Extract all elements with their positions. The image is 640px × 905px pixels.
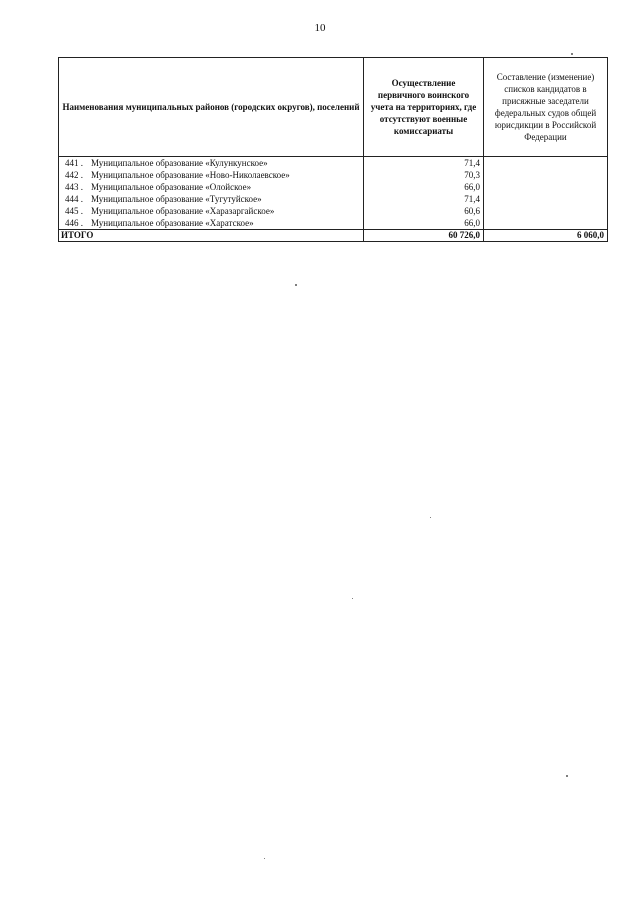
scan-speck [566,775,568,777]
table-row [59,205,608,217]
jurors-value [484,217,608,230]
table-row [59,181,608,193]
table-header-row [59,58,608,157]
military-value: 71,4 [364,157,484,170]
municipality-name: Муниципальное образование «Харатское» [91,218,254,228]
row-number: 445 . [65,206,83,216]
municipality-name: Муниципальное образование «Тугутуйское» [91,194,262,204]
municipality-name: Муниципальное образование «Олойское» [91,182,252,192]
row-number: 441 . [65,158,83,168]
municipality-cell [59,169,364,181]
military-value: 71,4 [364,193,484,205]
military-value: 70,3 [364,169,484,181]
table-row [59,217,608,230]
jurors-value [484,205,608,217]
jurors-value [484,181,608,193]
scan-speck [295,284,297,286]
total-military-value: 60 726,0 [364,230,484,242]
municipality-cell [59,205,364,217]
municipality-cell [59,193,364,205]
table-body [59,157,608,230]
jurors-value [484,193,608,205]
total-label: ИТОГО [59,230,364,242]
scan-speck [571,53,573,55]
row-number: 444 . [65,194,83,204]
jurors-value [484,169,608,181]
municipality-cell [59,157,364,170]
table-row [59,169,608,181]
military-value: 60,6 [364,205,484,217]
header-jury-lists: Составление (изменение) списков кандидатов в присяжные заседатели федеральных судов общей юрисдикции в Российской Федерации [484,58,608,157]
header-municipality-name: Наименования муниципальных районов (городских округов), поселений [59,58,364,157]
table-row [59,193,608,205]
table-row [59,157,608,170]
scan-speck [264,858,265,859]
header-military-registration: Осуществление первичного воинского учета на территориях, где отсутствуют военные комиссариаты [364,58,484,157]
jurors-value [484,157,608,170]
municipality-cell [59,217,364,230]
row-number: 442 . [65,170,83,180]
total-jurors-value: 6 060,0 [484,230,608,242]
total-row [59,230,608,242]
military-value: 66,0 [364,217,484,230]
municipality-cell [59,181,364,193]
subvention-table [58,57,608,242]
municipality-name: Муниципальное образование «Ново-Николаевское» [91,170,290,180]
municipality-name: Муниципальное образование «Харазаргайское» [91,206,275,216]
row-number: 443 . [65,182,83,192]
municipality-name: Муниципальное образование «Кулункунское» [91,158,268,168]
scan-speck [430,517,431,518]
scan-speck [352,598,353,599]
row-number: 446 . [65,218,83,228]
military-value: 66,0 [364,181,484,193]
page-number: 10 [314,22,326,34]
